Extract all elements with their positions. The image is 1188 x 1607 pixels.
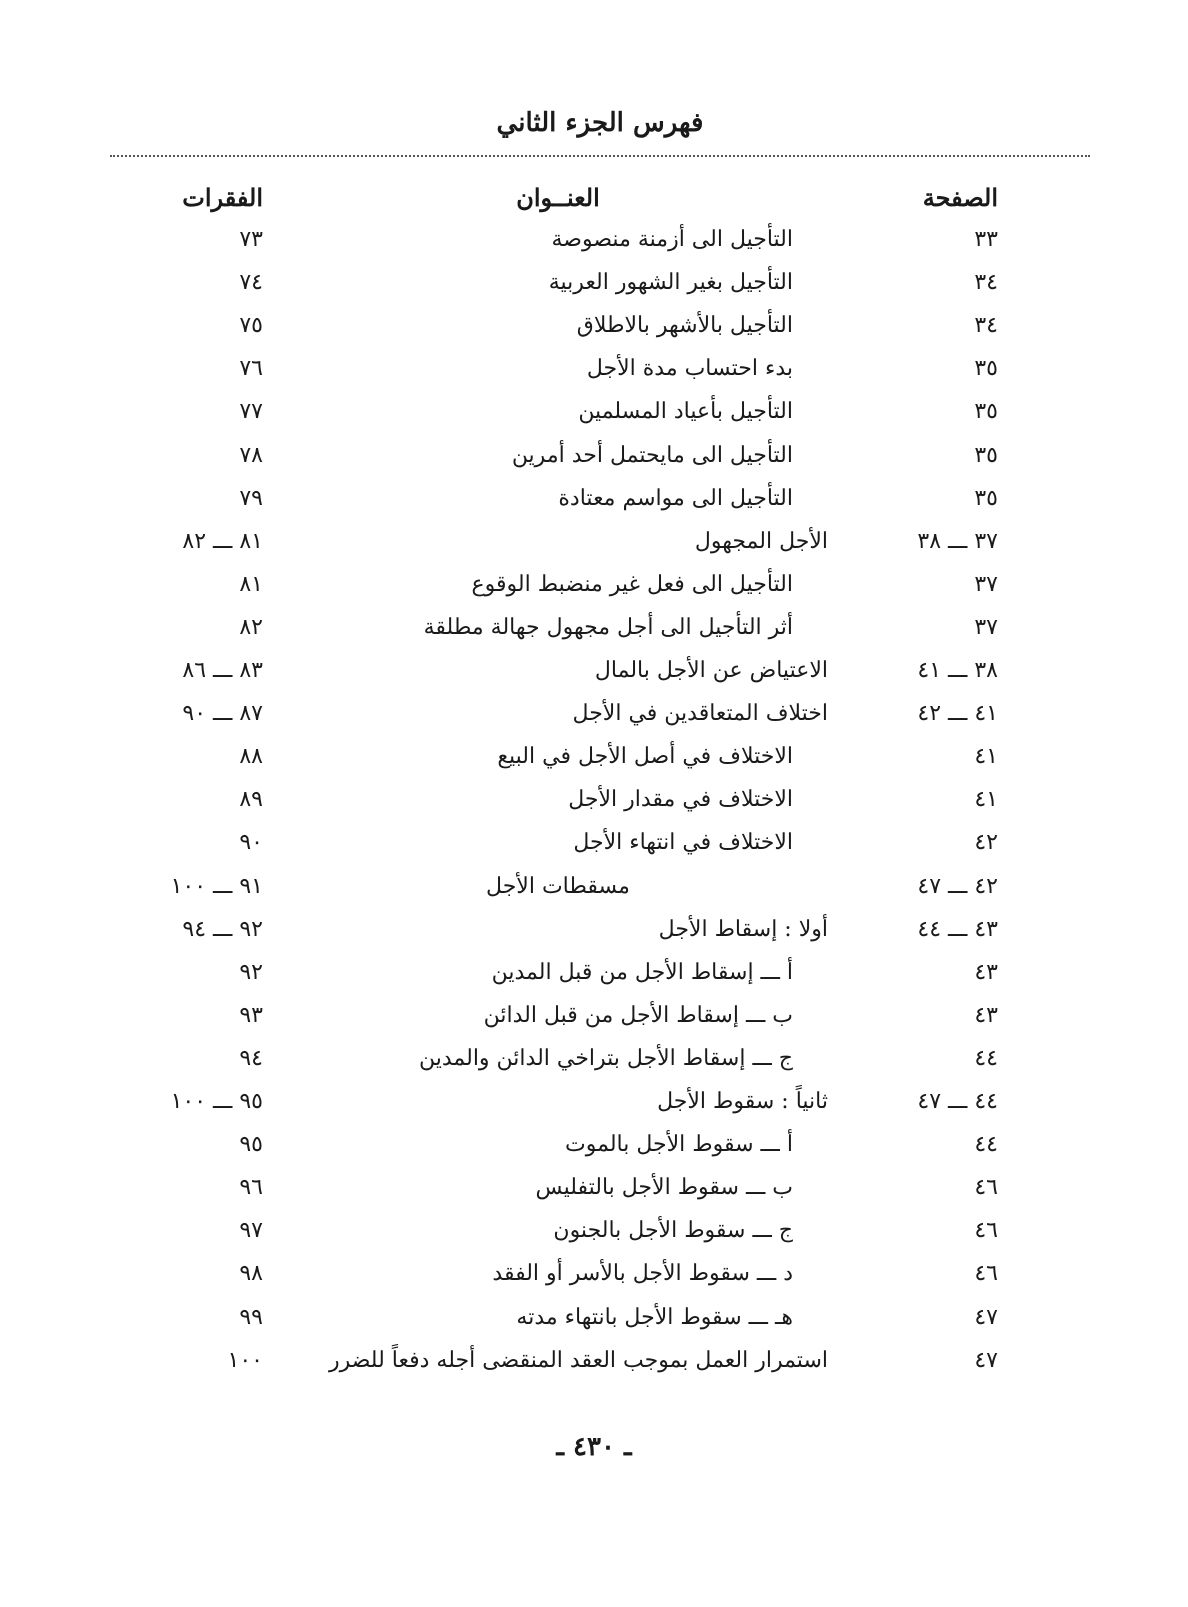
- entry-page: ٣٧ ـــ ٣٨: [917, 529, 998, 554]
- entry-page: ٣٨ ـــ ٤١: [917, 658, 998, 683]
- entry-paragraphs: ٩٨: [239, 1261, 263, 1286]
- index-row: [0, 434, 1188, 478]
- entry-title: التأجيل الى مواسم معتادة: [558, 486, 793, 511]
- index-row: [0, 821, 1188, 865]
- column-header-title: العنــوان: [516, 183, 600, 212]
- index-row: [0, 477, 1188, 521]
- entry-title: بدء احتساب مدة الأجل: [586, 356, 793, 381]
- entry-page: ٣٣: [974, 227, 998, 252]
- index-row: [0, 951, 1188, 995]
- entry-page: ٣٧: [974, 615, 998, 640]
- entry-page: ٤٦: [974, 1218, 998, 1243]
- index-row: [0, 1037, 1188, 1081]
- entry-title: التأجيل بأعياد المسلمين: [578, 399, 793, 424]
- entry-paragraphs: ٨١ ـــ ٨٢: [182, 529, 263, 554]
- entry-title: استمرار العمل بموجب العقد المنقضى أجله دفعاً للضرر: [328, 1348, 828, 1373]
- entry-page: ٤٤ ـــ ٤٧: [917, 1089, 998, 1114]
- index-row: [0, 908, 1188, 952]
- entry-paragraphs: ٧٨: [239, 443, 263, 468]
- entry-paragraphs: ٨٧ ـــ ٩٠: [182, 701, 263, 726]
- entry-title: الاعتياض عن الأجل بالمال: [594, 658, 828, 683]
- entry-title: التأجيل بغير الشهور العربية: [548, 270, 793, 295]
- entry-page: ٣٧: [974, 572, 998, 597]
- entry-title: ب ـــ إسقاط الأجل من قبل الدائن: [483, 1003, 793, 1028]
- column-headers: [0, 176, 1188, 220]
- entry-paragraphs: ٩٤: [239, 1046, 263, 1071]
- entry-title: الأجل المجهول: [694, 529, 828, 554]
- entry-page: ٤٣: [974, 960, 998, 985]
- entry-title: ثانياً : سقوط الأجل: [657, 1089, 828, 1114]
- entry-page: ٤٧: [974, 1348, 998, 1373]
- index-row: [0, 1209, 1188, 1253]
- entry-page: ٤١: [974, 787, 998, 812]
- entry-title: مسقطات الأجل: [486, 874, 630, 899]
- index-row: [0, 735, 1188, 779]
- entry-title: أثر التأجيل الى أجل مجهول جهالة مطلقة: [423, 615, 793, 640]
- entry-paragraphs: ٩٠: [239, 830, 263, 855]
- index-row: [0, 1123, 1188, 1167]
- entry-title: الاختلاف في أصل الأجل في البيع: [497, 744, 793, 769]
- index-row: [0, 390, 1188, 434]
- entry-page: ٤٣: [974, 1003, 998, 1028]
- entry-paragraphs: ٩٦: [239, 1175, 263, 1200]
- entry-paragraphs: ٩٣: [239, 1003, 263, 1028]
- entry-paragraphs: ٩٥: [239, 1132, 263, 1157]
- entry-paragraphs: ٧٧: [239, 399, 263, 424]
- entry-page: ٤٢: [974, 830, 998, 855]
- entry-page: ٣٥: [974, 486, 998, 511]
- entry-paragraphs: ٩٢: [239, 960, 263, 985]
- entry-paragraphs: ٨٩: [239, 787, 263, 812]
- index-row: [0, 347, 1188, 391]
- page-number: ـ ٤٣٠ ـ: [556, 1432, 632, 1462]
- entry-page: ٤٣ ـــ ٤٤: [917, 917, 998, 942]
- index-row: [0, 304, 1188, 348]
- entry-title: د ـــ سقوط الأجل بالأسر أو الفقد: [492, 1261, 793, 1286]
- index-row: [0, 1080, 1188, 1124]
- entry-page: ٣٥: [974, 356, 998, 381]
- entry-paragraphs: ٩٥ ـــ ١٠٠: [170, 1089, 263, 1114]
- entry-page: ٣٤: [974, 313, 998, 338]
- index-row: [0, 649, 1188, 693]
- entry-paragraphs: ٧٤: [239, 270, 263, 295]
- page-header-title: فهرس الجزء الثاني: [496, 108, 704, 138]
- index-row: [0, 606, 1188, 650]
- index-row: [0, 218, 1188, 262]
- entry-page: ٤١ ـــ ٤٢: [917, 701, 998, 726]
- entry-title: الاختلاف في انتهاء الأجل: [573, 830, 793, 855]
- entry-paragraphs: ٧٦: [239, 356, 263, 381]
- entry-paragraphs: ٨٨: [239, 744, 263, 769]
- column-header-page: الصفحة: [922, 183, 998, 212]
- entry-page: ٤٦: [974, 1261, 998, 1286]
- header-dotted-rule: [110, 155, 1090, 157]
- entry-title: ب ـــ سقوط الأجل بالتفليس: [535, 1175, 793, 1200]
- entry-paragraphs: ٩٩: [239, 1305, 263, 1330]
- entry-title: التأجيل الى أزمنة منصوصة: [551, 227, 793, 252]
- entry-page: ٤٧: [974, 1305, 998, 1330]
- entry-title: التأجيل الى مايحتمل أحد أمرين: [511, 443, 793, 468]
- entry-paragraphs: ١٠٠: [227, 1348, 263, 1373]
- index-row: [0, 778, 1188, 822]
- entry-paragraphs: ٧٩: [239, 486, 263, 511]
- entry-title: أ ـــ إسقاط الأجل من قبل المدين: [491, 960, 793, 985]
- entry-paragraphs: ٧٥: [239, 313, 263, 338]
- entry-page: ٤١: [974, 744, 998, 769]
- entry-page: ٣٥: [974, 399, 998, 424]
- index-row: [0, 865, 1188, 909]
- index-row: [0, 563, 1188, 607]
- index-row: [0, 692, 1188, 736]
- entry-paragraphs: ٧٣: [239, 227, 263, 252]
- column-header-paragraphs: الفقرات: [182, 183, 263, 212]
- entry-title: أولا : إسقاط الأجل: [658, 917, 828, 942]
- entry-title: ج ـــ إسقاط الأجل بتراخي الدائن والمدين: [418, 1046, 793, 1071]
- index-row: [0, 1252, 1188, 1296]
- entry-title: أ ـــ سقوط الأجل بالموت: [565, 1132, 793, 1157]
- entry-paragraphs: ٩٧: [239, 1218, 263, 1243]
- entry-title: الاختلاف في مقدار الأجل: [568, 787, 793, 812]
- entry-page: ٤٦: [974, 1175, 998, 1200]
- entry-page: ٣٤: [974, 270, 998, 295]
- entry-title: هـ ـــ سقوط الأجل بانتهاء مدته: [516, 1305, 793, 1330]
- entry-title: اختلاف المتعاقدين في الأجل: [572, 701, 828, 726]
- index-row: [0, 1296, 1188, 1340]
- entry-paragraphs: ٨١: [239, 572, 263, 597]
- index-row: [0, 1339, 1188, 1383]
- index-row: [0, 994, 1188, 1038]
- entry-page: ٤٤: [974, 1046, 998, 1071]
- entry-page: ٤٢ ـــ ٤٧: [917, 874, 998, 899]
- entry-page: ٤٤: [974, 1132, 998, 1157]
- entry-title: التأجيل بالأشهر بالاطلاق: [576, 313, 793, 338]
- entry-paragraphs: ٨٣ ـــ ٨٦: [182, 658, 263, 683]
- entry-paragraphs: ٩٢ ـــ ٩٤: [182, 917, 263, 942]
- entry-paragraphs: ٩١ ـــ ١٠٠: [170, 874, 263, 899]
- index-row: [0, 520, 1188, 564]
- entry-title: ج ـــ سقوط الأجل بالجنون: [553, 1218, 793, 1243]
- entry-page: ٣٥: [974, 443, 998, 468]
- entry-paragraphs: ٨٢: [239, 615, 263, 640]
- entry-title: التأجيل الى فعل غير منضبط الوقوع: [471, 572, 793, 597]
- index-row: [0, 1166, 1188, 1210]
- index-row: [0, 261, 1188, 305]
